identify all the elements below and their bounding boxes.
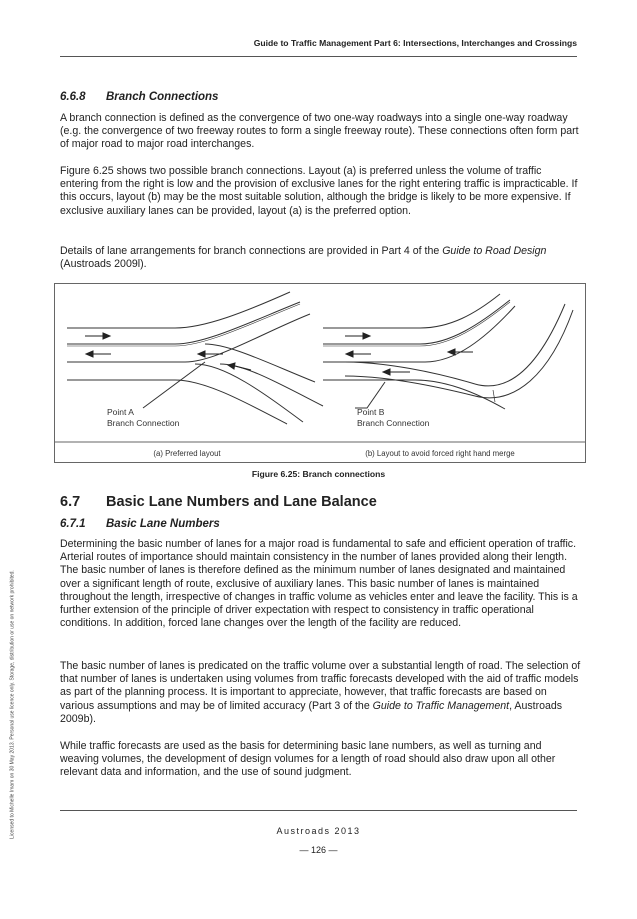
point-b-description: Branch Connection xyxy=(357,418,430,428)
figure-caption: Figure 6.25: Branch connections xyxy=(251,469,386,479)
footer-divider xyxy=(60,810,577,811)
arrow-icon xyxy=(228,363,235,369)
running-header: Guide to Traffic Management Part 6: Intersections, Interchanges and Crossings xyxy=(60,38,577,57)
layout-a-label: (a) Preferred layout xyxy=(153,449,221,458)
arrow-icon xyxy=(363,333,370,339)
footer-organisation: Austroads 2013 xyxy=(276,826,361,836)
section-heading-6-7: 6.7 Basic Lane Numbers and Lane Balance xyxy=(60,494,377,510)
point-b-label: Point B xyxy=(357,407,385,417)
arrow-icon xyxy=(198,351,205,357)
licence-side-note: Licensed to Michelle Imam on 30 May 2013. Personal use licence only. Storage, distribution or use on network prohibited. xyxy=(9,570,16,839)
arrow-icon xyxy=(86,351,93,357)
section-heading-6-6-8: 6.6.8 Branch Connections xyxy=(60,91,219,103)
paragraph-figure-description: Figure 6.25 shows two possible branch connections. Layout (a) is preferred unless the volume of traffic entering from the right is low and the provision of exclusive lanes for the right entering traffic is impracticable. If this occurs, layout (b) may be the most suitable solution, although the bridge is likely to be more expensive. If exclusive auxiliary lanes can be provided, layout (a) is the preferred option. xyxy=(60,165,578,217)
layout-b-label: (b) Layout to avoid forced right hand merge xyxy=(365,449,515,458)
branch-connections-diagram xyxy=(55,284,585,462)
paragraph-branch-definition: A branch connection is defined as the convergence of two one-way roadways into a single one-way roadway (e.g. the convergence of two freeway routes to form a single freeway route). These connections often form part of major road to major road interchanges. xyxy=(60,112,579,151)
point-a-label: Point A xyxy=(107,407,134,417)
paragraph-traffic-volume: The basic number of lanes is predicated on the traffic volume over a substantial length of road. The selection of that number of lanes is undertaken using volumes from traffic forecasts developed with the aid of traffic models as part of the planning process. It is important to appreciate, however, that traffic forecasts are based on various assumptions and may be of limited accuracy (Part 3 of the Guide to Traffic Management, Austroads 2009b). xyxy=(60,660,581,725)
section-heading-6-7-1: 6.7.1 Basic Lane Numbers xyxy=(60,518,220,530)
point-a-leader xyxy=(143,362,205,408)
arrow-icon xyxy=(346,351,353,357)
point-a-description: Branch Connection xyxy=(107,418,180,428)
paragraph-basic-lane-numbers: Determining the basic number of lanes for a major road is fundamental to safe and efficient operation of traffic. Arterial routes of importance should maintain consistency in the number of lanes provided along their length. The basic number of lanes is therefore defined as the minimum number of lanes designated and maintained over a significant length of route, exclusive of auxiliary lanes. This basic number of lanes is maintained throughout the length, irrespective of changes in traffic volume as vehicles enter and leave the facility. This is a further extension of the principle of driver expectation with respect to consistency in traffic operational conditions. In addition, forced lane changes over the length of the facility are reduced. xyxy=(60,538,578,630)
layout-a-roads xyxy=(67,292,323,424)
page-number: — 126 — xyxy=(299,845,338,855)
point-b-leader xyxy=(355,382,385,408)
paragraph-traffic-forecasts: While traffic forecasts are used as the basis for determining basic lane numbers, as well as turning and weaving volumes, the development of design volumes for a length of road should also draw upon all other relevant data and information, and the use of sound judgment. xyxy=(60,740,556,779)
arrow-icon xyxy=(103,333,110,339)
arrow-icon xyxy=(383,369,390,375)
arrow-icon xyxy=(448,349,455,355)
paragraph-lane-arrangements: Details of lane arrangements for branch connections are provided in Part 4 of the Guide to Road Design (Austroads 2009l). xyxy=(60,245,547,271)
figure-branch-connections xyxy=(54,283,586,463)
